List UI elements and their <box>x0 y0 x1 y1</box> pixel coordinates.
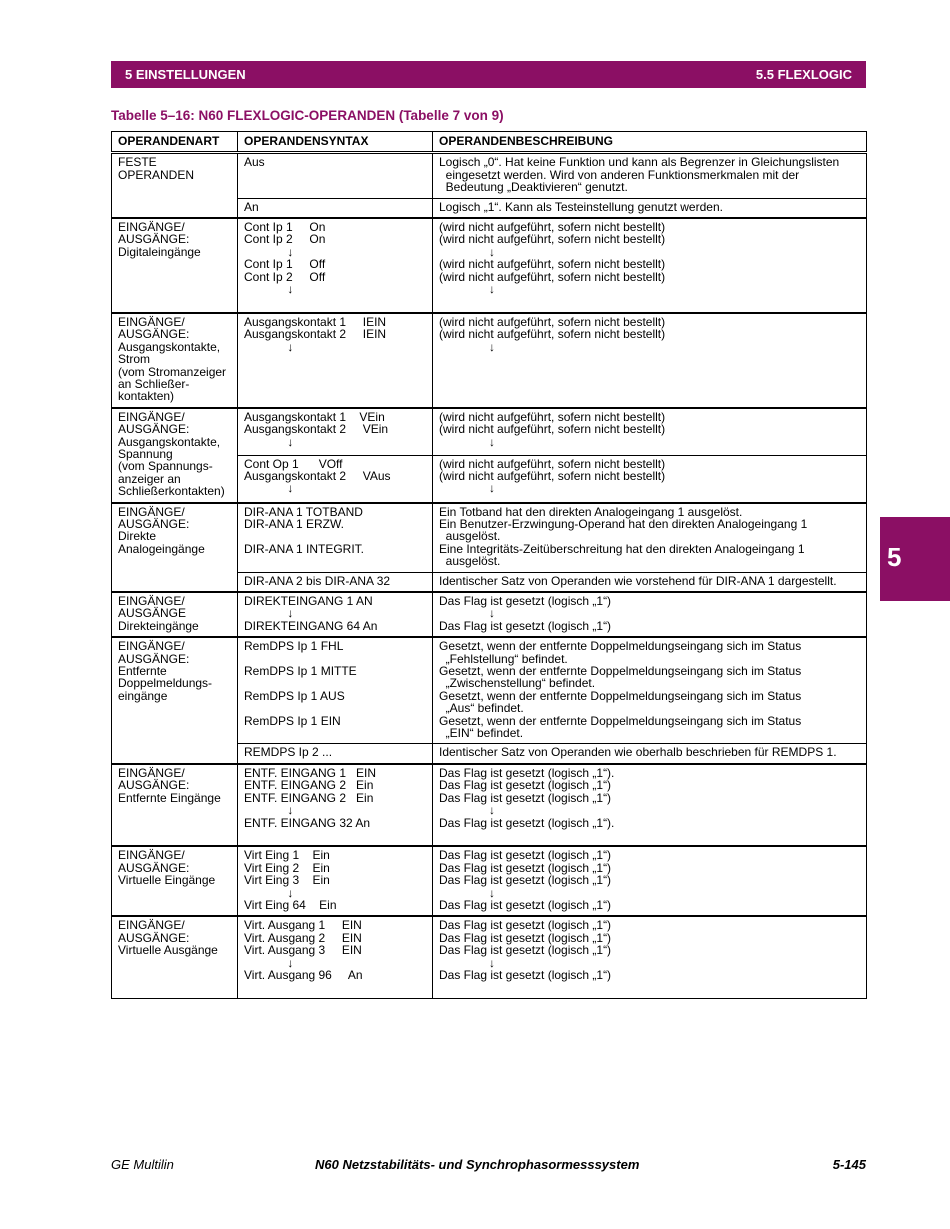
operand-type-line: Spannung <box>118 446 173 461</box>
operand-type-line: AUSGÄNGE: <box>118 930 190 945</box>
operand-type-cell <box>112 408 238 503</box>
operand-type-cell <box>112 916 238 998</box>
operand-syntax-cell <box>238 592 433 637</box>
operand-description-cell <box>433 153 867 198</box>
operand-description-line: (wird nicht aufgeführt, sofern nicht bestellt) <box>439 327 666 342</box>
operand-type-line: EINGÄNGE/ <box>118 314 185 329</box>
operand-syntax-line: Cont Ip 1 Off <box>244 257 326 272</box>
operand-type-line: AUSGÄNGE: <box>118 516 190 531</box>
operand-syntax-cell <box>238 198 433 218</box>
table-row <box>112 764 867 846</box>
operand-description-line: Das Flag ist gesetzt (logisch „1“) <box>439 943 612 958</box>
operand-syntax-line: DIR-ANA 1 ERZW. <box>244 516 345 531</box>
operand-type-line: FESTE <box>118 155 157 170</box>
operand-syntax-cell <box>238 503 433 573</box>
operand-type-line: Digitaleingänge <box>118 244 201 259</box>
operand-syntax-line: Virt. Ausgang 96 An <box>244 967 363 982</box>
operand-description-line: Das Flag ist gesetzt (logisch „1“) <box>439 897 612 912</box>
operand-description-line: ↓ <box>439 955 496 970</box>
operand-syntax-line: ↓ <box>244 606 294 621</box>
operand-type-line: EINGÄNGE/ <box>118 504 185 519</box>
operand-type-line: Entfernte Eingänge <box>118 790 221 805</box>
operand-type-cell <box>112 153 238 218</box>
operand-syntax-line: ↓ <box>244 434 294 449</box>
operand-description-cell <box>433 916 867 998</box>
operand-syntax-cell <box>238 153 433 198</box>
operand-syntax-line: Ausgangskontakt 1 VEin <box>244 409 385 424</box>
operand-syntax-line: ENTF. EINGANG 2 Ein <box>244 778 374 793</box>
operand-syntax-line: ENTF. EINGANG 2 Ein <box>244 790 374 805</box>
operand-syntax-line: Ausgangskontakt 2 VEin <box>244 422 389 437</box>
operand-description-line: Das Flag ist gesetzt (logisch „1“) <box>439 848 612 863</box>
operand-type-line: EINGÄNGE/ <box>118 765 185 780</box>
operand-syntax-line <box>244 677 426 689</box>
operand-type-line: EINGÄNGE/ <box>118 220 185 235</box>
operand-syntax-line: RemDPS Ip 1 AUS <box>244 688 345 703</box>
operand-syntax-line: ↓ <box>244 885 294 900</box>
operand-syntax-line: ENTF. EINGANG 1 EIN <box>244 765 377 780</box>
section-title: 5.5 FLEXLOGIC <box>755 67 852 82</box>
table-row <box>112 218 867 313</box>
operand-syntax-line: REMDPS Ip 2 ... <box>244 745 333 760</box>
operand-description-line: ↓ <box>439 803 496 818</box>
operand-syntax-line: ↓ <box>244 339 294 354</box>
operand-description-cell <box>433 846 867 916</box>
operand-type-cell <box>112 313 238 408</box>
footer-company: GE Multilin <box>111 1157 174 1172</box>
operand-type-cell <box>112 846 238 916</box>
operand-description-cell <box>433 572 867 592</box>
operand-type-line: EINGÄNGE/ <box>118 918 185 933</box>
operand-syntax-line: Virt Eing 64 Ein <box>244 897 337 912</box>
operand-type-cell <box>112 592 238 637</box>
table-row <box>112 846 867 916</box>
operand-type-line: anzeiger an <box>118 471 181 486</box>
operand-syntax-line: Virt. Ausgang 3 EIN <box>244 943 362 958</box>
operand-description-line: Das Flag ist gesetzt (logisch „1“) <box>439 873 612 888</box>
operand-type-cell <box>112 503 238 592</box>
operand-description-cell <box>433 408 867 455</box>
operand-description-line: (wird nicht aufgeführt, sofern nicht bestellt) <box>439 409 666 424</box>
operand-syntax-line: Aus <box>244 155 265 170</box>
footer-page-number: 5-145 <box>832 1157 866 1172</box>
operand-syntax-line: RemDPS Ip 1 FHL <box>244 639 344 654</box>
section-header-bar <box>111 61 866 88</box>
table-row <box>112 592 867 637</box>
operand-type-line: Virtuelle Eingänge <box>118 873 216 888</box>
operand-type-cell <box>112 218 238 313</box>
operand-type-line: (vom Spannungs- <box>118 459 213 474</box>
operand-description-cell <box>433 313 867 408</box>
operand-description-line: Das Flag ist gesetzt (logisch „1“) <box>439 618 612 633</box>
operand-type-line: (vom Stromanzeiger <box>118 364 227 379</box>
operand-syntax-line: DIR-ANA 1 INTEGRIT. <box>244 541 365 556</box>
operand-description-line: ↓ <box>439 282 496 297</box>
operand-syntax-cell <box>238 455 433 502</box>
operand-syntax-line <box>244 727 426 739</box>
operand-type-line: Schließerkontakten) <box>118 484 225 499</box>
operand-syntax-line: Cont Ip 2 On <box>244 232 326 247</box>
table-body <box>112 153 867 998</box>
operand-description-line: Logisch „0“. Hat keine Funktion und kann als Begrenzer in Gleichungslisten <box>439 155 840 170</box>
footer-product-title: N60 Netzstabilitäts- und Synchrophasormesssystem <box>315 1157 640 1172</box>
operand-type-line: Direkteingänge <box>118 618 199 633</box>
operand-syntax-line: ↓ <box>244 955 294 970</box>
table-row <box>112 313 867 408</box>
operand-syntax-line <box>244 981 426 993</box>
operand-type-line: AUSGÄNGE: <box>118 860 190 875</box>
operand-type-line: Direkte <box>118 529 157 544</box>
chapter-title: 5 EINSTELLUNGEN <box>125 67 246 82</box>
operand-syntax-cell <box>238 637 433 744</box>
operand-syntax-cell <box>238 764 433 846</box>
operand-description-line: ↓ <box>439 339 496 354</box>
operand-type-cell <box>112 764 238 846</box>
operand-syntax-line: RemDPS Ip 1 MITTE <box>244 664 357 679</box>
operand-description-line: (wird nicht aufgeführt, sofern nicht bestellt) <box>439 232 666 247</box>
operand-syntax-line: Virt Eing 1 Ein <box>244 848 330 863</box>
operand-type-line: Strom <box>118 352 151 367</box>
operand-description-line: Gesetzt, wenn der entfernte Doppelmeldungseingang sich im Status <box>439 664 802 679</box>
table-row <box>112 637 867 744</box>
operand-syntax-cell <box>238 916 433 998</box>
operand-description-line: Das Flag ist gesetzt (logisch „1“) <box>439 860 612 875</box>
operand-syntax-line <box>244 530 426 542</box>
operand-syntax-line: ↓ <box>244 481 294 496</box>
table-row <box>112 153 867 198</box>
operand-syntax-line: RemDPS Ip 1 EIN <box>244 713 341 728</box>
operand-description-line: Bedeutung „Deaktivieren“ genutzt. <box>439 180 628 195</box>
operand-syntax-line <box>244 702 426 714</box>
operand-syntax-line: ↓ <box>244 282 294 297</box>
operand-description-line: Identischer Satz von Operanden wie oberhalb beschrieben für REMDPS 1. <box>439 745 837 760</box>
operand-type-line: OPERANDEN <box>118 167 195 182</box>
operand-syntax-line: Virt. Ausgang 2 EIN <box>244 930 362 945</box>
operand-type-line: kontakten) <box>118 389 175 404</box>
operand-syntax-line: ↓ <box>244 244 294 259</box>
operand-type-line: Doppelmeldungs- <box>118 676 213 691</box>
operand-type-line: AUSGÄNGE: <box>118 422 190 437</box>
operand-description-line: (wird nicht aufgeführt, sofern nicht bestellt) <box>439 257 666 272</box>
operand-description-line: ↓ <box>439 481 496 496</box>
operand-description-cell <box>433 218 867 313</box>
operand-syntax-cell <box>238 846 433 916</box>
table-row <box>112 503 867 573</box>
operand-description-line: „EIN“ befindet. <box>439 726 524 741</box>
operand-syntax-line: Virt Eing 2 Ein <box>244 860 330 875</box>
operand-description-line: Logisch „1“. Kann als Testeinstellung genutzt werden. <box>439 199 723 214</box>
table-row <box>112 408 867 455</box>
operand-description-cell <box>433 198 867 218</box>
operand-description-line: ausgelöst. <box>439 529 501 544</box>
operand-syntax-line: Virt. Ausgang 1 EIN <box>244 918 362 933</box>
operand-description-line: „Zwischenstellung“ befindet. <box>439 676 596 691</box>
operand-type-line: EINGÄNGE/ <box>118 848 185 863</box>
operand-syntax-line: ENTF. EINGANG 32 An <box>244 815 371 830</box>
operand-syntax-line: DIREKTEINGANG 1 AN <box>244 594 373 608</box>
operand-description-line: Gesetzt, wenn der entfernte Doppelmeldungseingang sich im Status <box>439 639 802 654</box>
operand-description-line: Das Flag ist gesetzt (logisch „1“). <box>439 815 615 830</box>
operand-type-line: AUSGÄNGE <box>118 606 187 621</box>
operand-description-line: „Aus“ befindet. <box>439 701 524 716</box>
operand-syntax-line: Ausgangskontakt 2 VAus <box>244 469 391 484</box>
operand-description-line: Das Flag ist gesetzt (logisch „1“) <box>439 778 612 793</box>
operand-description-line: ↓ <box>439 434 496 449</box>
operand-syntax-line: An <box>244 199 259 214</box>
operand-description-line: (wird nicht aufgeführt, sofern nicht bestellt) <box>439 220 666 235</box>
operand-syntax-line: DIR-ANA 1 TOTBAND <box>244 504 363 519</box>
column-header-description: OPERANDENBESCHREIBUNG <box>433 132 867 153</box>
operand-description-line: Ein Benutzer-Erzwingung-Operand hat den direkten Analogeingang 1 <box>439 516 808 531</box>
operand-description-line: Das Flag ist gesetzt (logisch „1“) <box>439 594 612 608</box>
operand-syntax-line: Virt Eing 3 Ein <box>244 873 330 888</box>
operand-description-line: Gesetzt, wenn der entfernte Doppelmeldungseingang sich im Status <box>439 713 802 728</box>
operand-description-line: Das Flag ist gesetzt (logisch „1“) <box>439 918 612 933</box>
operand-description-cell <box>433 744 867 764</box>
operand-type-line: EINGÄNGE/ <box>118 594 185 608</box>
operand-syntax-cell <box>238 572 433 592</box>
operand-description-line: Ein Totband hat den direkten Analogeingang 1 ausgelöst. <box>439 504 743 519</box>
operand-description-line: „Fehlstellung“ befindet. <box>439 651 568 666</box>
operand-syntax-line: DIREKTEINGANG 64 An <box>244 618 378 633</box>
column-header-type: OPERANDENART <box>112 132 238 153</box>
operand-description-line: (wird nicht aufgeführt, sofern nicht bestellt) <box>439 469 666 484</box>
operand-type-line: AUSGÄNGE: <box>118 232 190 247</box>
operand-description-line: ↓ <box>439 244 496 259</box>
operand-type-line: EINGÄNGE/ <box>118 639 185 654</box>
column-header-syntax: OPERANDENSYNTAX <box>238 132 433 153</box>
operand-syntax-line <box>244 555 426 567</box>
operand-type-line: Virtuelle Ausgänge <box>118 943 218 958</box>
operand-syntax-line: Ausgangskontakt 1 IEIN <box>244 314 387 329</box>
operand-description-cell <box>433 503 867 573</box>
chapter-number: 5 <box>887 542 902 572</box>
operand-description-line: ↓ <box>439 885 496 900</box>
operand-syntax-line: Cont Ip 1 On <box>244 220 326 235</box>
operand-description-line: Das Flag ist gesetzt (logisch „1“). <box>439 765 615 780</box>
operand-type-line: Analogeingänge <box>118 541 205 556</box>
operand-description-line: eingesetzt werden. Wird von anderen Funktionsmerkmalen mit der <box>439 167 800 182</box>
operand-description-cell <box>433 637 867 744</box>
operand-syntax-line <box>244 829 426 841</box>
operand-description-cell <box>433 592 867 637</box>
operand-syntax-line: ↓ <box>244 803 294 818</box>
operand-type-line: Ausgangskontakte, <box>118 434 221 449</box>
operand-description-line: ↓ <box>439 606 496 621</box>
table-row <box>112 916 867 998</box>
operand-type-line: AUSGÄNGE: <box>118 778 190 793</box>
table-header-row <box>112 132 867 153</box>
operand-description-line: (wird nicht aufgeführt, sofern nicht bestellt) <box>439 422 666 437</box>
operand-description-line: Identischer Satz von Operanden wie vorstehend für DIR-ANA 1 dargestellt. <box>439 573 837 588</box>
operand-description-line: (wird nicht aufgeführt, sofern nicht bestellt) <box>439 456 666 471</box>
operand-type-line: Ausgangskontakte, <box>118 339 221 354</box>
chapter-side-tab <box>880 517 950 601</box>
operand-syntax-cell <box>238 218 433 313</box>
operand-syntax-cell <box>238 408 433 455</box>
operand-syntax-line: Cont Ip 2 Off <box>244 269 326 284</box>
operand-syntax-cell <box>238 313 433 408</box>
operand-description-line: Das Flag ist gesetzt (logisch „1“) <box>439 930 612 945</box>
operand-description-line: (wird nicht aufgeführt, sofern nicht bestellt) <box>439 269 666 284</box>
operand-syntax-line: Ausgangskontakt 2 IEIN <box>244 327 387 342</box>
operand-syntax-line: Cont Op 1 VOff <box>244 456 343 471</box>
operand-type-line: EINGÄNGE/ <box>118 409 185 424</box>
operand-description-cell <box>433 455 867 502</box>
operand-description-line: (wird nicht aufgeführt, sofern nicht bestellt) <box>439 314 666 329</box>
operand-syntax-line <box>244 295 426 307</box>
operand-description-line: Gesetzt, wenn der entfernte Doppelmeldungseingang sich im Status <box>439 688 802 703</box>
operand-type-line: AUSGÄNGE: <box>118 651 190 666</box>
operands-table <box>111 131 867 999</box>
operand-type-line: an Schließer- <box>118 376 190 391</box>
operand-syntax-cell <box>238 744 433 764</box>
table-caption: Tabelle 5–16: N60 FLEXLOGIC-OPERANDEN (Tabelle 7 von 9) <box>111 108 504 123</box>
operand-description-cell <box>433 764 867 846</box>
operand-type-line: Entfernte <box>118 664 167 679</box>
operand-type-line: eingänge <box>118 688 168 703</box>
operand-type-line: AUSGÄNGE: <box>118 327 190 342</box>
operand-description-line: Das Flag ist gesetzt (logisch „1“) <box>439 967 612 982</box>
operand-syntax-line: DIR-ANA 2 bis DIR-ANA 32 <box>244 573 391 588</box>
operand-description-line: Das Flag ist gesetzt (logisch „1“) <box>439 790 612 805</box>
operand-description-line: ausgelöst. <box>439 554 501 569</box>
operand-description-line: Eine Integritäts-Zeitüberschreitung hat den direkten Analogeingang 1 <box>439 541 805 556</box>
operand-type-cell <box>112 637 238 764</box>
